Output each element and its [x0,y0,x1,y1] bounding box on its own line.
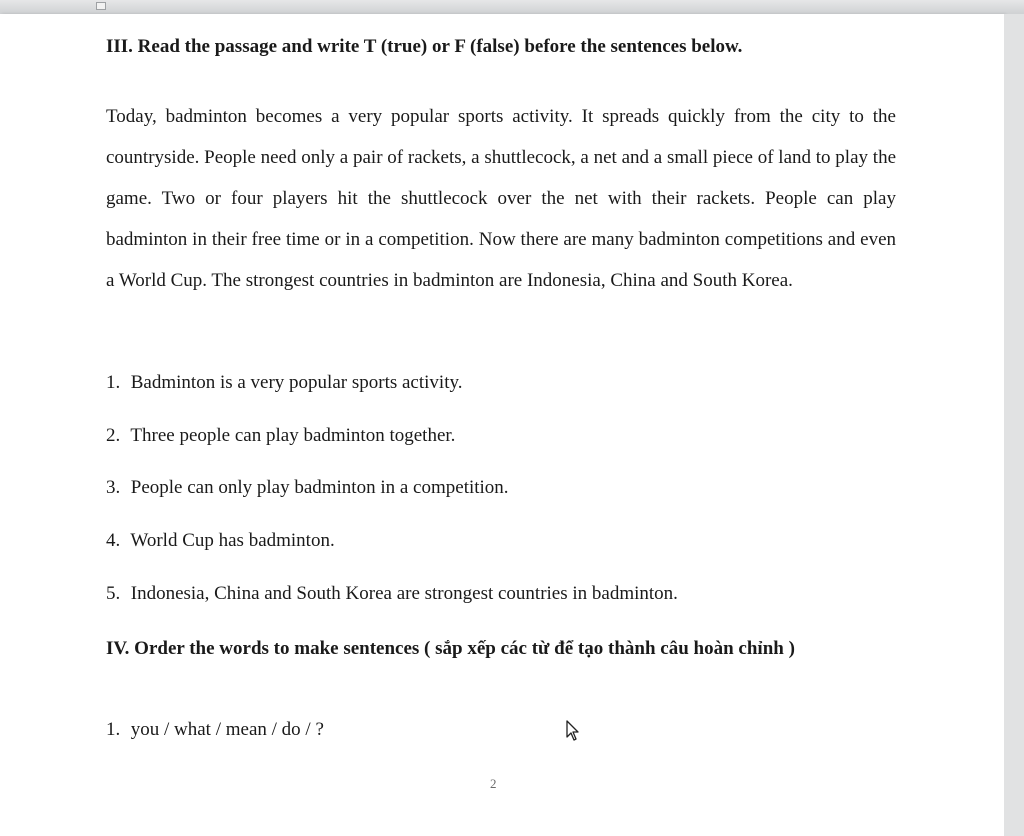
list-item [106,370,463,396]
item-number: 4. [106,530,121,551]
list-item [106,528,335,554]
reading-passage: Today, badminton becomes a very popular sports activity. It spreads quickly from the city to the countryside. People need only a pair of rackets, a shuttlecock, a net and a small piece of land to play the game. Two or four players hit the shuttlecock over the net with their rackets. People can play badminton in their free time or in a competition. Now there are many badminton competitions and even a World Cup. The strongest countries in badminton are Indonesia, China and South Korea. [106,106,896,291]
item-text: Indonesia, China and South Korea are strongest countries in badminton. [130,583,678,604]
item-number: 3. [106,477,121,498]
item-number: 1. [106,372,121,393]
mouse-pointer-icon [566,720,582,742]
item-text: Badminton is a very popular sports activity. [130,372,463,393]
item-text: Three people can play badminton together. [130,425,456,446]
ruler [0,0,1024,15]
list-item [106,475,509,501]
item-number: 1. [106,719,121,740]
item-number: 5. [106,583,121,604]
window-gutter [1004,14,1024,836]
section-3-heading: III. Read the passage and write T (true) or F (false) before the sentences below. [106,36,743,57]
list-item [106,581,678,607]
item-text: People can only play badminton in a competition. [130,477,509,498]
document-page [0,14,1004,836]
list-item [106,717,324,743]
item-number: 2. [106,425,121,446]
list-item [106,423,455,449]
section-4-heading: IV. Order the words to make sentences ( sắp xếp các từ để tạo thành câu hoàn chỉnh ) [106,638,795,659]
page-number: 2 [490,776,497,791]
ruler-indent-marker[interactable] [96,2,106,10]
item-text: World Cup has badminton. [130,530,335,551]
item-text: you / what / mean / do / ? [130,719,324,740]
